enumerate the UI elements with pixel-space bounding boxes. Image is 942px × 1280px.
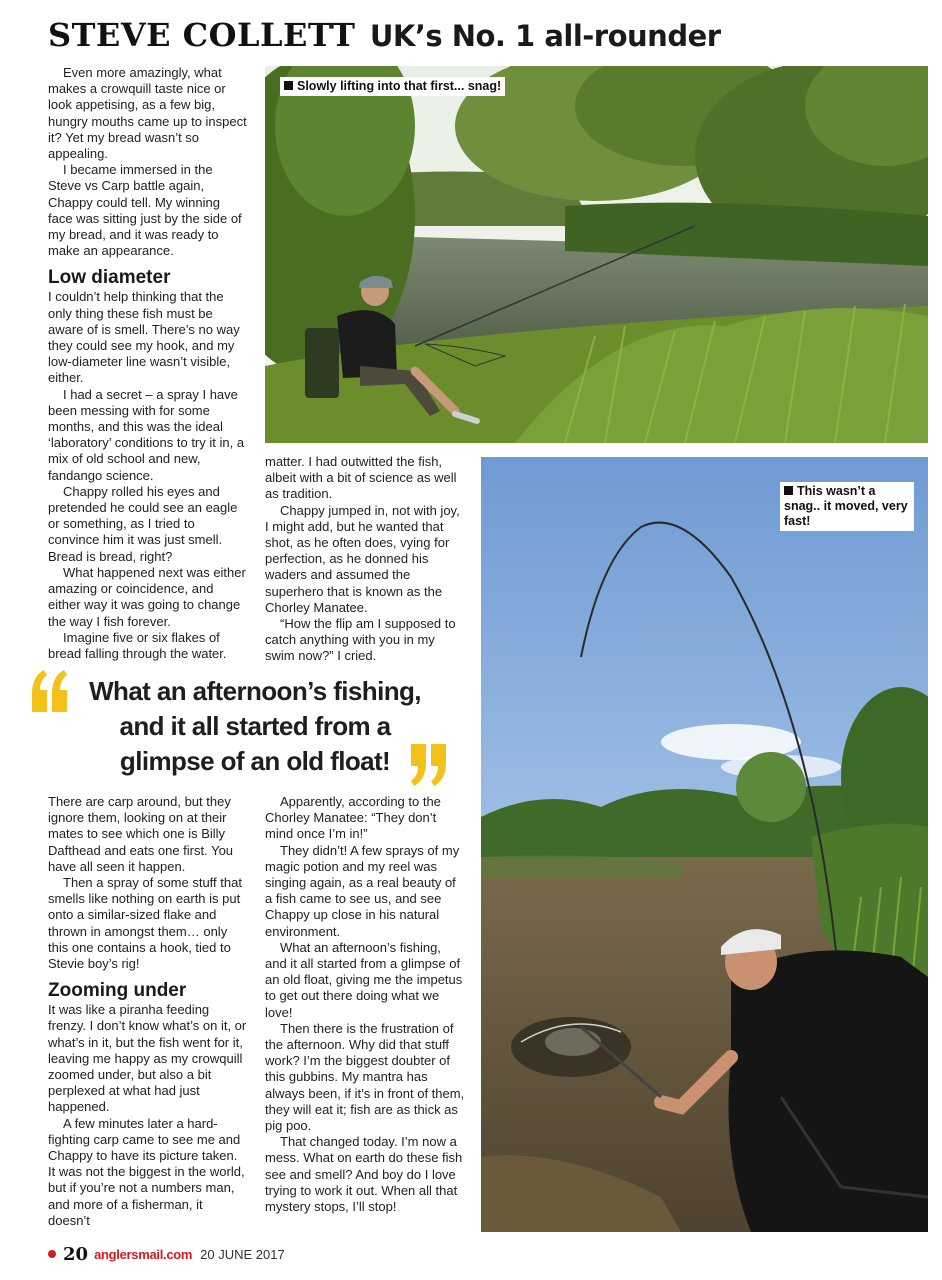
pull-quote (30, 668, 450, 788)
paragraph: There are carp around, but they ignore them, looking on at their mates to see which one is Billy Dafthead and eats one first. You have all seen it happen. (48, 794, 234, 874)
caption-text: This wasn’t a snag.. it moved, very fast! (784, 484, 908, 528)
paragraph: Chappy rolled his eyes and pretended he could see an eagle or something, as I tried to convince him it was just smell. Bread is bread, right? (48, 483, 238, 564)
close-quote-icon (408, 744, 448, 788)
subheading-low-diameter: Low diameter (48, 267, 171, 289)
article-column-4 (265, 794, 465, 1215)
paragraph: It was like a piranha feeding frenzy. I don’t know what’s on it, or what’s in it, but the fish went for it, leaving me happy as my crowquill zoomed under, but also a bit perplexed at what had just happened. (48, 1002, 247, 1115)
paragraph: I had a secret – a spray I have been messing with for some months, and this was the ideal ‘laboratory’ conditions to try it in, a mix of old school and new, fandango science. (48, 386, 245, 483)
paragraph: They didn’t! A few sprays of my magic potion and my reel was singing again, as a real beauty of a fish came to see us, and see Chappy up close in his natural environment. (265, 842, 460, 939)
caption-text: Slowly lifting into that first... snag! (297, 79, 502, 93)
paragraph: Then there is the frustration of the afternoon. Why did that stuff work? I’m the biggest doubter of this gubbins. My mantra has always been, if it’s in front of them, they will eat it; fish are as thick as pig poo. (265, 1020, 465, 1134)
paragraph: “How the flip am I supposed to catch anything with you in my swim now?” I cried. (265, 616, 456, 664)
subheading-zooming-under: Zooming under (48, 980, 187, 1002)
paragraph: What happened next was either amazing or coincidence, and either way it was going to change the way I fish forever. (48, 564, 246, 629)
paragraph: Apparently, according to the Chorley Manatee: “They don’t mind once I’m in!” (265, 794, 441, 842)
pull-quote-text: What an afternoon’s fishing, and it all started from a glimpse of an old float! (89, 676, 421, 776)
paragraph: I became immersed in the Steve vs Carp battle again, Chappy could tell. My winning face was sitting just by the side of my bread, and it was ready to make an appearance. (48, 162, 242, 259)
website-link[interactable]: anglersmail.com (94, 1246, 193, 1262)
photo-caption-top (280, 77, 505, 96)
paragraph: Chappy jumped in, not with joy, I might add, but he wanted that shot, as he often does, vying for perfection, as he donned his waders and assumed the superhero that is known as the Chorley Manatee. (265, 502, 460, 615)
columnist-name: STEVE COLLETT (48, 16, 356, 54)
paragraph: matter. I had outwitted the fish, albeit with a bit of science as well as tradition. (265, 454, 457, 502)
open-quote-icon (30, 668, 70, 712)
paragraph: What an afternoon’s fishing, and it all started from a glimpse of an old float, giving me the impetus to get out there doing what we love! (265, 939, 463, 1020)
columnist-tagline: UK’s No. 1 all-rounder (369, 19, 721, 53)
article-column-1 (48, 65, 248, 662)
square-bullet-icon (284, 81, 293, 90)
paragraph: Then a spray of some stuff that smells like nothing on earth is put onto a similar-sized flake and thrown in amongst them… only this one contains a hook, tied to Stevie boy’s rig! (48, 875, 242, 972)
photo-caption-right (780, 482, 914, 531)
article-column-3 (48, 794, 248, 1229)
paragraph: That changed today. I’m now a mess. What on earth do these fish see and smell? And boy do I love trying to work it out. When all that mystery stops, I’ll stop! (265, 1134, 463, 1215)
square-bullet-icon (784, 486, 793, 495)
photo-angler-seated-lake (265, 66, 928, 443)
page-number: 20 (63, 1243, 89, 1265)
paragraph: Even more amazingly, what makes a crowquill taste nice or look appetising, as a few big, hungry mouths came up to inspect it? Yet my bread wasn’t so appealing. (48, 65, 247, 162)
masthead (48, 16, 928, 60)
red-dot-icon (48, 1250, 56, 1258)
issue-date: 20 JUNE 2017 (200, 1246, 285, 1262)
photo-angler-netting-carp (481, 457, 928, 1232)
paragraph: I couldn’t help thinking that the only thing these fish must be aware of is smell. There’s no way they could see my hook, and my low-diameter line wasn’t visible, either. (48, 289, 240, 386)
paragraph: A few minutes later a hard-fighting carp came to see me and Chappy to have its picture taken. It was not the biggest in the world, but if you’re not a numbers man, and more of a fisherman, it doesn’t (48, 1115, 245, 1228)
paragraph: Imagine five or six flakes of bread falling through the water. (48, 629, 227, 661)
article-column-2 (265, 454, 465, 665)
page-footer (48, 1243, 285, 1265)
